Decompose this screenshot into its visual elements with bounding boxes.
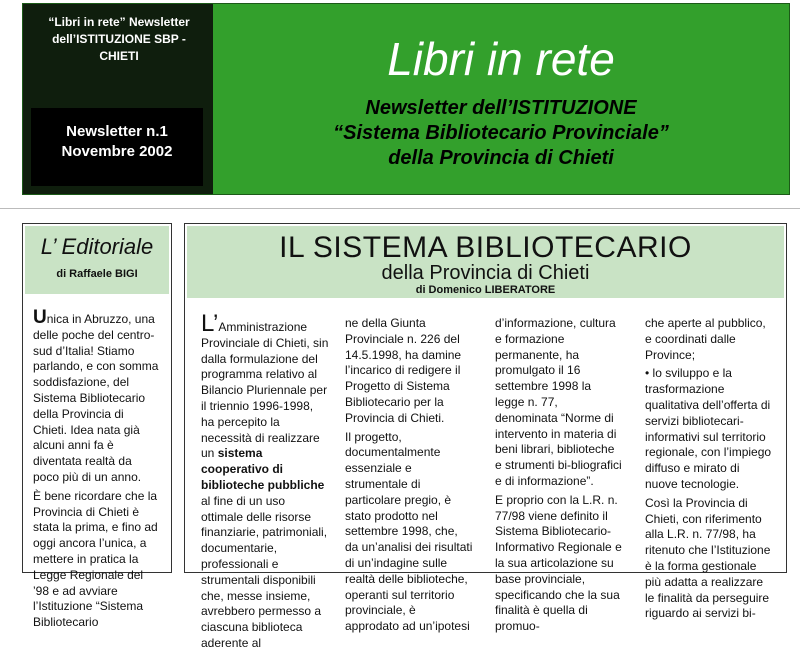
editorial-text: nica in Abruzzo, una delle poche del centro-sud d’Italia! Stiamo parlando, e con somma soddisfazione, del Sistema Bibliotecario della Provincia di Chieti. Idea nata già alcuni anni fa è diventata realtà da poco più di un anno.	[33, 312, 159, 484]
article-emphasis: sistema cooperativo di biblioteche pubbliche	[201, 446, 325, 492]
issue-number: Newsletter n.1	[66, 123, 168, 140]
newsletter-subtitle	[213, 96, 789, 171]
editorial-paragraph: È bene ricordare che la Provincia di Chieti è stata la prima, e fino ad oggi ancora l’unica, a mettere in pratica la Legge Regionale del ’98 e ad avviare l’Istituzione “Sistema Bibliotecario	[33, 488, 158, 630]
main-article	[184, 223, 787, 650]
editorial-box	[22, 223, 172, 630]
article-column-1	[201, 310, 329, 655]
article-column-3	[495, 316, 623, 638]
article-author: di Domenico LIBERATORE	[415, 284, 556, 296]
article-paragraph: • lo sviluppo e la trasformazione qualitativa dell’offerta di servizi bibliotecari-informativi sul territorio regionale, con l’impiego diffuso e mirato di nuove tecnologie.	[645, 366, 772, 491]
article-text: Amministrazione Provinciale di Chieti, sin dalla formulazione del programma relativo al Bilancio Pluriennale per il triennio 1996-1998, ha percepito la necessità di realizzare un	[201, 320, 329, 461]
article-paragraph: Il progetto, documentalmente essenziale e strumentale di particolare pregio, è stato prodotto nel settembre 1998, che, da un’analisi dei risultati di un’indagine sulle realtà delle biblioteche, operanti sul territorio provinciale, è approdato ad un’ipotesi	[345, 429, 473, 634]
article-paragraph: che aperte al pubblico, e coordinati dalle Province;	[645, 316, 766, 362]
newsletter-publisher: “Libri in rete” Newsletter dell’ISTITUZIONE SBP - CHIETI	[48, 15, 190, 63]
masthead-left-panel	[23, 4, 213, 194]
drop-cap: U	[33, 307, 47, 328]
masthead	[22, 3, 790, 195]
article-paragraph: Così la Provincia di Chieti, con riferimento alla L.R. n. 77/98, ha ritenuto che l’Istituzione è la forma gestionale più adatta a realizzare le finalità da perseguire riguardo ai servizi bi-	[645, 495, 771, 621]
article-paragraph	[201, 310, 329, 652]
article-header	[187, 226, 784, 298]
article-paragraph: E proprio con la L.R. n. 77/98 viene definito il Sistema Bibliotecario-Informativo Regionale e la sua articolazione su base provinciale, specificando che la sua finalità è quella di promuo-	[495, 492, 622, 634]
editorial-paragraph	[33, 307, 161, 486]
article-column-4	[645, 316, 773, 625]
subtitle-line-3: della Provincia di Chieti	[388, 147, 614, 169]
article-paragraph: d’informazione, cultura e formazione permanente, ha promulgato il 16 settembre 1998 la legge n. 77, denominata “Norme di intervento in materia di beni librari, biblioteche e strumenti bi-bliografici e di informazione”.	[495, 316, 622, 488]
issue-date: Novembre 2002	[61, 143, 173, 160]
article-text: al fine di un uso ottimale delle risorse finanziarie, patrimoniali, documentarie, professionali e strumentali disponibili che, messe insieme, avrebbero permesso a ciascuna biblioteca aderente al	[201, 493, 328, 650]
subtitle-line-1: Newsletter dell’ISTITUZIONE	[365, 97, 637, 119]
subtitle-line-2: “Sistema Bibliotecario Provinciale”	[333, 122, 669, 144]
newsletter-title: Libri in rete	[387, 33, 615, 85]
issue-box	[31, 108, 203, 186]
section-divider	[0, 208, 800, 209]
editorial-body	[33, 307, 161, 634]
editorial-heading: L’ Editoriale	[40, 234, 154, 259]
article-title: IL SISTEMA BIBLIOTECARIO	[279, 231, 692, 264]
drop-cap: L’	[201, 310, 219, 337]
editorial-header	[25, 226, 169, 294]
editorial-author: di Raffaele BIGI	[56, 268, 138, 280]
article-column-2	[345, 316, 473, 638]
article-paragraph: ne della Giunta Provinciale n. 226 del 14.5.1998, ha damine l’incarico di redigere il Progetto di Sistema Bibliotecario per la Provincia di Chieti.	[345, 316, 462, 425]
article-subtitle: della Provincia di Chieti	[381, 262, 590, 284]
